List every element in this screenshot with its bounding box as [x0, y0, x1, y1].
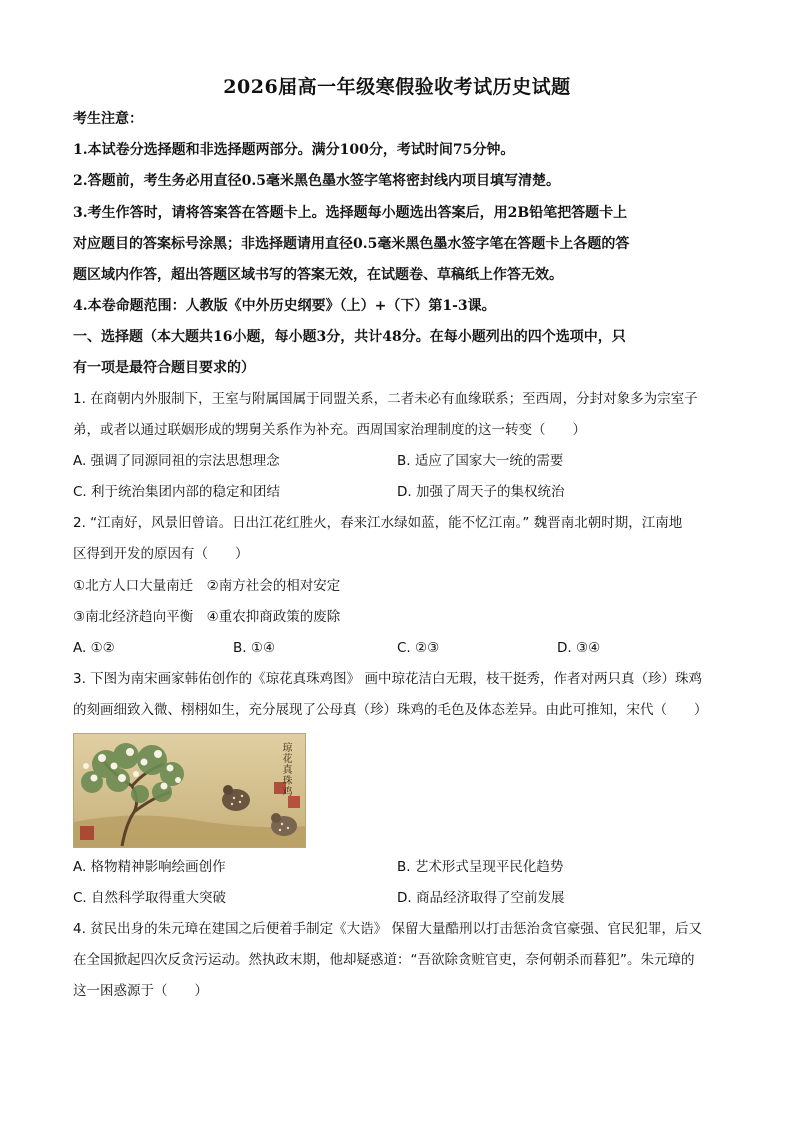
notice-heading: 考生注意：	[73, 111, 143, 127]
q1-option-d: D. 加强了周天子的集权统治	[397, 484, 565, 500]
notice-item-2: 2.答题前，考生务必用直径0.5毫米黑色墨水签字笔将密封线内项目填写清楚。	[73, 173, 560, 189]
q2-option-b: B. ①④	[233, 640, 276, 656]
q1-option-b: B. 适应了国家大一统的需要	[397, 453, 564, 469]
q2-option-d: D. ③④	[557, 640, 601, 656]
notice-item-3-cont2: 题区域内作答，超出答题区域书写的答案无效，在试题卷、草稿纸上作答无效。	[73, 267, 563, 283]
painting-inscription: 琼花真珠鸡	[280, 742, 291, 797]
notice-item-3-cont: 对应题目的答案标号涂黑；非选择题请用直径0.5毫米黑色墨水签字笔在答题卡上各题的答	[73, 236, 630, 252]
section-heading-cont: 有一项是最符合题目要求的）	[73, 360, 255, 376]
q3-stem-cont: 的刻画细致入微、栩栩如生，充分展现了公母真（珍）珠鸡的毛色及体态差异。由此可推知，宋代（ ）	[73, 702, 708, 718]
q4-stem-cont2: 这一困惑源于（ ）	[73, 983, 208, 999]
q2-option-a: A. ①②	[73, 640, 115, 656]
page-title: 2026届高一年级寒假验收考试历史试题	[223, 76, 571, 98]
q4-stem-cont: 在全国掀起四次反贪污运动。然执政末期，他却疑惑道：“吾欲除贪赃官吏，奈何朝杀而暮犯”。朱元璋的	[73, 952, 695, 968]
q1-option-a: A. 强调了同源同祖的宗法思想理念	[73, 453, 280, 469]
painting-image	[73, 733, 306, 848]
q2-stem: 2. “江南好，风景旧曾谙。日出江花红胜火，春来江水绿如蓝，能不忆江南。” 魏晋南北朝时期，江南地	[73, 515, 683, 531]
q3-option-c: C. 自然科学取得重大突破	[73, 890, 227, 906]
q2-statements-2: ③南北经济趋向平衡 ④重农抑商政策的废除	[73, 609, 341, 625]
q1-option-c: C. 利于统治集团内部的稳定和团结	[73, 484, 281, 500]
notice-item-4: 4.本卷命题范围：人教版《中外历史纲要》（上）+（下）第1-3课。	[73, 298, 496, 314]
notice-item-3: 3.考生作答时，请将答案答在答题卡上。选择题每小题选出答案后，用2B铅笔把答题卡上	[73, 205, 628, 221]
painting-illustration	[74, 734, 305, 847]
section-heading: 一、选择题（本大题共16小题，每小题3分，共计48分。在每小题列出的四个选项中，只	[73, 329, 626, 345]
q3-option-d: D. 商品经济取得了空前发展	[397, 890, 565, 906]
q2-stem-cont: 区得到开发的原因有（ ）	[73, 546, 249, 562]
q3-option-b: B. 艺术形式呈现平民化趋势	[397, 859, 564, 875]
q4-stem: 4. 贫民出身的朱元璋在建国之后便着手制定《大诰》 保留大量酷刑以打击惩治贪官豪强、官民犯罪，后又	[73, 921, 702, 937]
q3-option-a: A. 格物精神影响绘画创作	[73, 859, 226, 875]
q1-stem: 1. 在商朝内外服制下，王室与附属国属于同盟关系，二者未必有血缘联系；至西周，分封对象多为宗室子	[73, 391, 698, 407]
notice-item-1: 1.本试卷分选择题和非选择题两部分。满分100分，考试时间75分钟。	[73, 142, 515, 158]
q2-statements-1: ①北方人口大量南迁 ②南方社会的相对安定	[73, 578, 341, 594]
q2-option-c: C. ②③	[397, 640, 440, 656]
q3-stem: 3. 下图为南宋画家韩佑创作的《琼花真珠鸡图》 画中琼花洁白无瑕，枝干挺秀，作者对两只真（珍）珠鸡	[73, 671, 702, 687]
q1-stem-cont: 弟，或者以通过联姻形成的甥舅关系作为补充。西周国家治理制度的这一转变（ ）	[73, 422, 586, 438]
